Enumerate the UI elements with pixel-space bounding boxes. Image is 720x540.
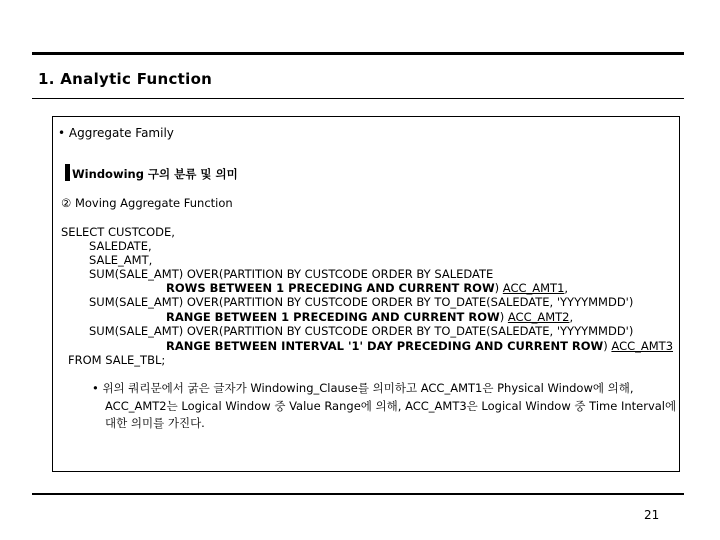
code-line: SELECT CUSTCODE, (61, 225, 175, 239)
note-line: 대한 의미를 가진다. (105, 416, 205, 430)
bullet-heading: • Aggregate Family (58, 126, 174, 140)
bottom-rule (32, 493, 684, 495)
alias: ACC_AMT1 (502, 281, 565, 295)
code-line: SALEDATE, (89, 239, 152, 253)
windowing-clause: RANGE BETWEEN INTERVAL '1' DAY PRECEDING AND CURRENT ROW (166, 339, 604, 353)
top-rule (32, 52, 684, 55)
slide-title: 1. Analytic Function (38, 70, 213, 88)
section-marker (65, 164, 70, 181)
section-title: Windowing 구의 분류 및 의미 (72, 167, 238, 181)
subsection-title: ② Moving Aggregate Function (61, 196, 233, 210)
note-line: • 위의 쿼리문에서 굵은 글자가 Windowing_Clause를 의미하고 ACC_AMT1은 Physical Window에 의해, (92, 381, 634, 395)
windowing-clause: ROWS BETWEEN 1 PRECEDING AND CURRENT ROW (166, 281, 495, 295)
code-line: SALE_AMT, (89, 253, 153, 267)
note-line: ACC_AMT2는 Logical Window 중 Value Range에 의해, ACC_AMT3은 Logical Window 중 Time Interval에 (105, 399, 677, 413)
code-line: FROM SALE_TBL; (68, 353, 166, 367)
code-line: SUM(SALE_AMT) OVER(PARTITION BY CUSTCODE ORDER BY TO_DATE(SALEDATE, 'YYYYMMDD') (89, 324, 634, 338)
code-line: RANGE BETWEEN INTERVAL '1' DAY PRECEDING AND CURRENT ROW) ACC_AMT3 (166, 339, 674, 353)
alias: ACC_AMT2 (507, 310, 570, 324)
alias: ACC_AMT3 (611, 339, 674, 353)
code-line: ROWS BETWEEN 1 PRECEDING AND CURRENT ROW) ACC_AMT1, (166, 281, 569, 295)
code-line: RANGE BETWEEN 1 PRECEDING AND CURRENT ROW) ACC_AMT2, (166, 310, 574, 324)
page-number: 21 (644, 508, 660, 522)
code-line: SUM(SALE_AMT) OVER(PARTITION BY CUSTCODE ORDER BY SALEDATE (89, 267, 494, 281)
windowing-clause: RANGE BETWEEN 1 PRECEDING AND CURRENT ROW (166, 310, 500, 324)
title-rule (32, 98, 684, 99)
code-line: SUM(SALE_AMT) OVER(PARTITION BY CUSTCODE ORDER BY TO_DATE(SALEDATE, 'YYYYMMDD') (89, 295, 634, 309)
